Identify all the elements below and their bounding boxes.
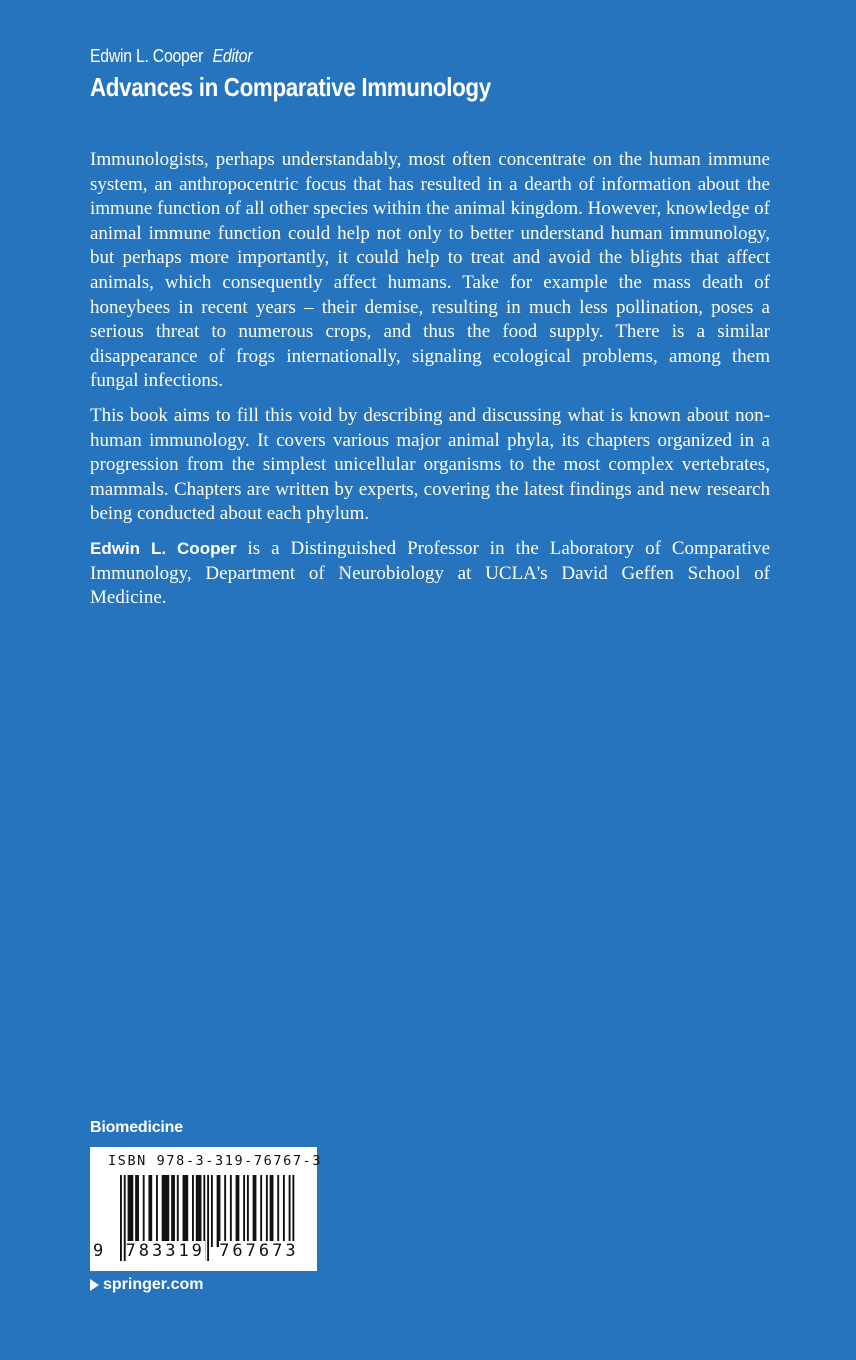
series-name: Biomedicine [90, 1119, 183, 1136]
play-triangle-icon [90, 1279, 99, 1291]
blurb-paragraph-2: This book aims to fill this void by describing and discussing what is known about non-human immunology. It covers various major animal phyla, its chapters organized in a progression from the simplest unicellular organisms to the most complex vertebrates, mammals. Chapters are written by experts, covering the latest findings and new research being conducted about each phylum. [90, 404, 770, 525]
author-bio-name: Edwin L. Cooper [90, 538, 237, 558]
author-bio [90, 537, 770, 611]
editor-name: Edwin L. Cooper [90, 46, 204, 66]
isbn-label: ISBN 978-3-319-76767-3 [108, 1153, 323, 1169]
springer-link[interactable] [90, 1276, 203, 1294]
ean-left-group: 783319 [125, 1241, 205, 1261]
back-cover-blurb [90, 148, 770, 621]
book-title: Advances in Comparative Immunology [90, 72, 491, 102]
author-bio-text: is a Distinguished Professor in the Laboratory of Comparative Immunology, Department of Neurobiology at UCLA's David Geffen School of Medicine. [90, 537, 771, 609]
ean-right-group: 767673 [219, 1241, 299, 1261]
springer-link-label: springer.com [103, 1276, 204, 1293]
ean-digits [93, 1241, 299, 1261]
isbn-barcode [90, 1147, 323, 1271]
editor-line [90, 46, 252, 67]
editor-role: Editor [212, 46, 253, 66]
blurb-paragraph-1: Immunologists, perhaps understandably, most often concentrate on the human immune system, an anthropocentric focus that has resulted in a dearth of information about the immune function of all other species within the animal kingdom. However, knowledge of animal immune function could help not only to better understand human immunology, but perhaps more importantly, it could help to treat and avoid the blights that affect animals, which consequently affect humans. Take for example the mass death of honeybees in recent years – their demise, resulting in much less pollination, poses a serious threat to numerous crops, and thus the food supply. There is a similar disappearance of frogs internationally, signaling ecological problems, among them fungal infections. [90, 149, 770, 392]
ean-first-digit: 9 [93, 1241, 104, 1261]
